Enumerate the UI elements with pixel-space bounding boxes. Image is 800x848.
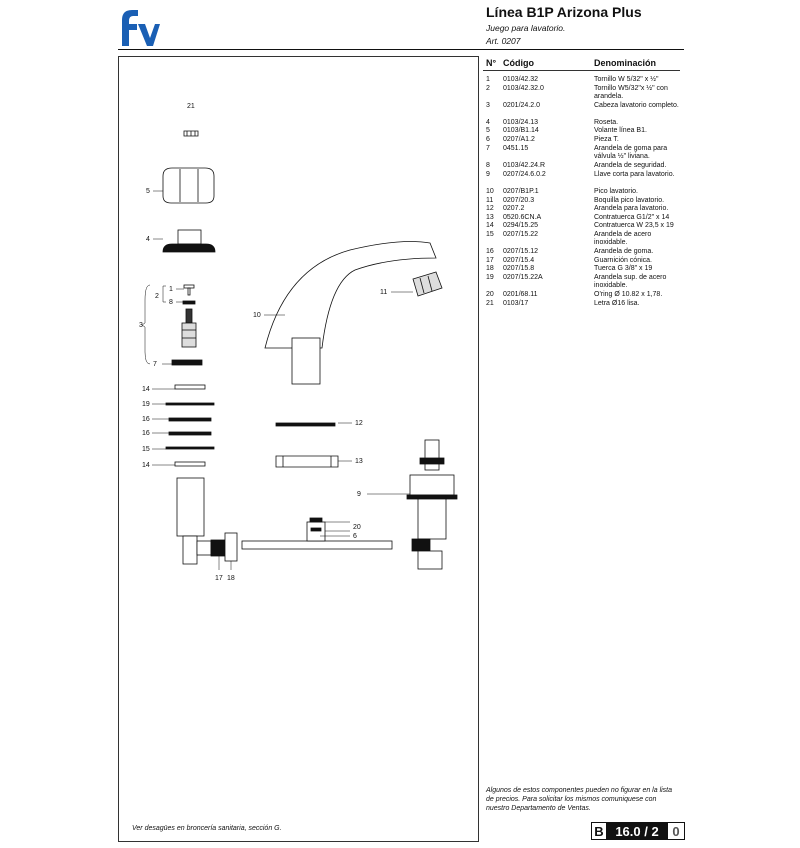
- part-code: 0103/17: [503, 300, 529, 307]
- label-4: 4: [146, 236, 150, 243]
- part-name: Arandela de goma.: [594, 248, 654, 255]
- part-name: Guarnición cónica.: [594, 257, 652, 264]
- col-header-name: Denominación: [594, 58, 657, 68]
- col-header-number: N°: [486, 58, 497, 68]
- label-15: 15: [142, 446, 150, 453]
- part-code: 0207/15.8: [503, 265, 535, 272]
- part-name: Roseta.: [594, 119, 619, 126]
- part-code: 0207.2: [503, 205, 525, 212]
- part-number: 4: [486, 119, 490, 126]
- part-name: Tuerca G 3/8" x 19: [594, 265, 653, 272]
- part-code: 0207/15.22A: [503, 274, 543, 281]
- footer-note: Ver desagües en broncería sanitaria, sección G.: [132, 825, 282, 832]
- part-code: 0103/42.24.R: [503, 162, 546, 169]
- label-18: 18: [227, 575, 235, 582]
- part-code: 0207/24.6.0.2: [503, 171, 546, 178]
- part-number: 15: [486, 231, 494, 238]
- label-2: 2: [155, 293, 159, 300]
- part-name: Arandela de goma para válvula ½" liviana.: [594, 145, 668, 160]
- part-number: 6: [486, 136, 490, 143]
- label-19: 19: [142, 401, 150, 408]
- article-number: Art. 0207: [486, 36, 521, 46]
- label-7: 7: [153, 361, 157, 368]
- part-number: 2: [486, 85, 490, 92]
- page-badge: [591, 822, 685, 840]
- label-14a: 14: [142, 386, 150, 393]
- label-5: 5: [146, 188, 150, 195]
- part-number: 9: [486, 171, 490, 178]
- label-14b: 14: [142, 462, 150, 469]
- label-10: 10: [253, 312, 261, 319]
- part-number: 19: [486, 274, 494, 281]
- part-number: 3: [486, 102, 490, 109]
- part-number: 17: [486, 257, 494, 264]
- part-code: 0207/15.4: [503, 257, 535, 264]
- part-code: 0207/15.12: [503, 248, 539, 255]
- revision-number: 0: [667, 822, 685, 840]
- part-name: Tornillo W5/32"x ½" con arandela.: [594, 85, 668, 100]
- part-code: 0103/42.32.0: [503, 85, 544, 92]
- part-number: 1: [486, 76, 490, 83]
- part-name: Letra Ø16 lisa.: [594, 300, 640, 307]
- part-number: 10: [486, 188, 494, 195]
- part-name: Arandela de seguridad.: [594, 162, 667, 169]
- part-number: 13: [486, 214, 494, 221]
- part-name: Contratuerca G1/2" x 14: [594, 214, 670, 221]
- part-code: 0207/15.22: [503, 231, 539, 238]
- label-11: 11: [380, 289, 388, 296]
- label-12: 12: [355, 420, 363, 427]
- part-code: 0451.15: [503, 145, 529, 152]
- part-name: Arandela sup. de acero inoxidable.: [594, 274, 667, 289]
- part-code: 0520.6CN.A: [503, 214, 542, 221]
- price-list-note: Algunos de estos componentes pueden no figurar en la lista de precios. Para solicitar los mismos comuniquese con nuestro Departamento de Ventas.: [486, 787, 673, 812]
- label-3: 3: [139, 322, 143, 329]
- section-letter: B: [591, 822, 607, 840]
- part-name: Boquilla pico lavatorio.: [594, 197, 665, 204]
- part-number: 16: [486, 248, 494, 255]
- part-code: 0207/20.3: [503, 197, 535, 204]
- part-number: 18: [486, 265, 494, 272]
- part-code: 0201/24.2.0: [503, 102, 540, 109]
- part-code: 0103/24.13: [503, 119, 539, 126]
- part-number: 14: [486, 222, 494, 229]
- label-20: 20: [353, 524, 361, 531]
- part-code: 0103/B1.14: [503, 127, 539, 134]
- part-number: 11: [486, 197, 494, 204]
- part-number: 8: [486, 162, 490, 169]
- part-name: Tornillo W 5/32" x ½": [594, 76, 659, 83]
- part-number: 12: [486, 205, 494, 212]
- part-name: Cabeza lavatorio completo.: [594, 102, 679, 109]
- part-name: Pico lavatorio.: [594, 188, 638, 195]
- part-name: Pieza T.: [594, 136, 619, 143]
- label-16b: 16: [142, 430, 150, 437]
- part-name: Arandela para lavatorio.: [594, 205, 669, 212]
- part-name: Arandela de acero inoxidable.: [594, 231, 652, 246]
- label-16a: 16: [142, 416, 150, 423]
- col-header-code: Código: [503, 58, 534, 68]
- part-name: Volante línea B1.: [594, 127, 647, 134]
- label-21: 21: [187, 103, 195, 110]
- part-name: Llave corta para lavatorio.: [594, 171, 675, 178]
- label-9: 9: [357, 491, 361, 498]
- page-title: Línea B1P Arizona Plus: [486, 4, 642, 20]
- part-code: 0103/42.32: [503, 76, 539, 83]
- part-code: 0201/68.11: [503, 291, 538, 298]
- label-13: 13: [355, 458, 363, 465]
- part-name: Contratuerca W 23,5 x 19: [594, 222, 674, 229]
- page-number: 16.0 / 2: [607, 822, 667, 840]
- part-number: 20: [486, 291, 494, 298]
- label-17: 17: [215, 575, 223, 582]
- part-number: 21: [486, 300, 494, 307]
- page-subtitle: Juego para lavatorio.: [486, 23, 566, 33]
- part-number: 7: [486, 145, 490, 152]
- part-code: 0294/15.25: [503, 222, 539, 229]
- label-6: 6: [353, 533, 357, 540]
- part-name: O'ring Ø 10.82 x 1,78.: [594, 291, 663, 298]
- label-1: 1: [169, 286, 173, 293]
- label-8: 8: [169, 299, 173, 306]
- table-header-rule: [483, 70, 680, 71]
- part-code: 0207/B1P.1: [503, 188, 539, 195]
- part-number: 5: [486, 127, 490, 134]
- part-code: 0207/A1.2: [503, 136, 535, 143]
